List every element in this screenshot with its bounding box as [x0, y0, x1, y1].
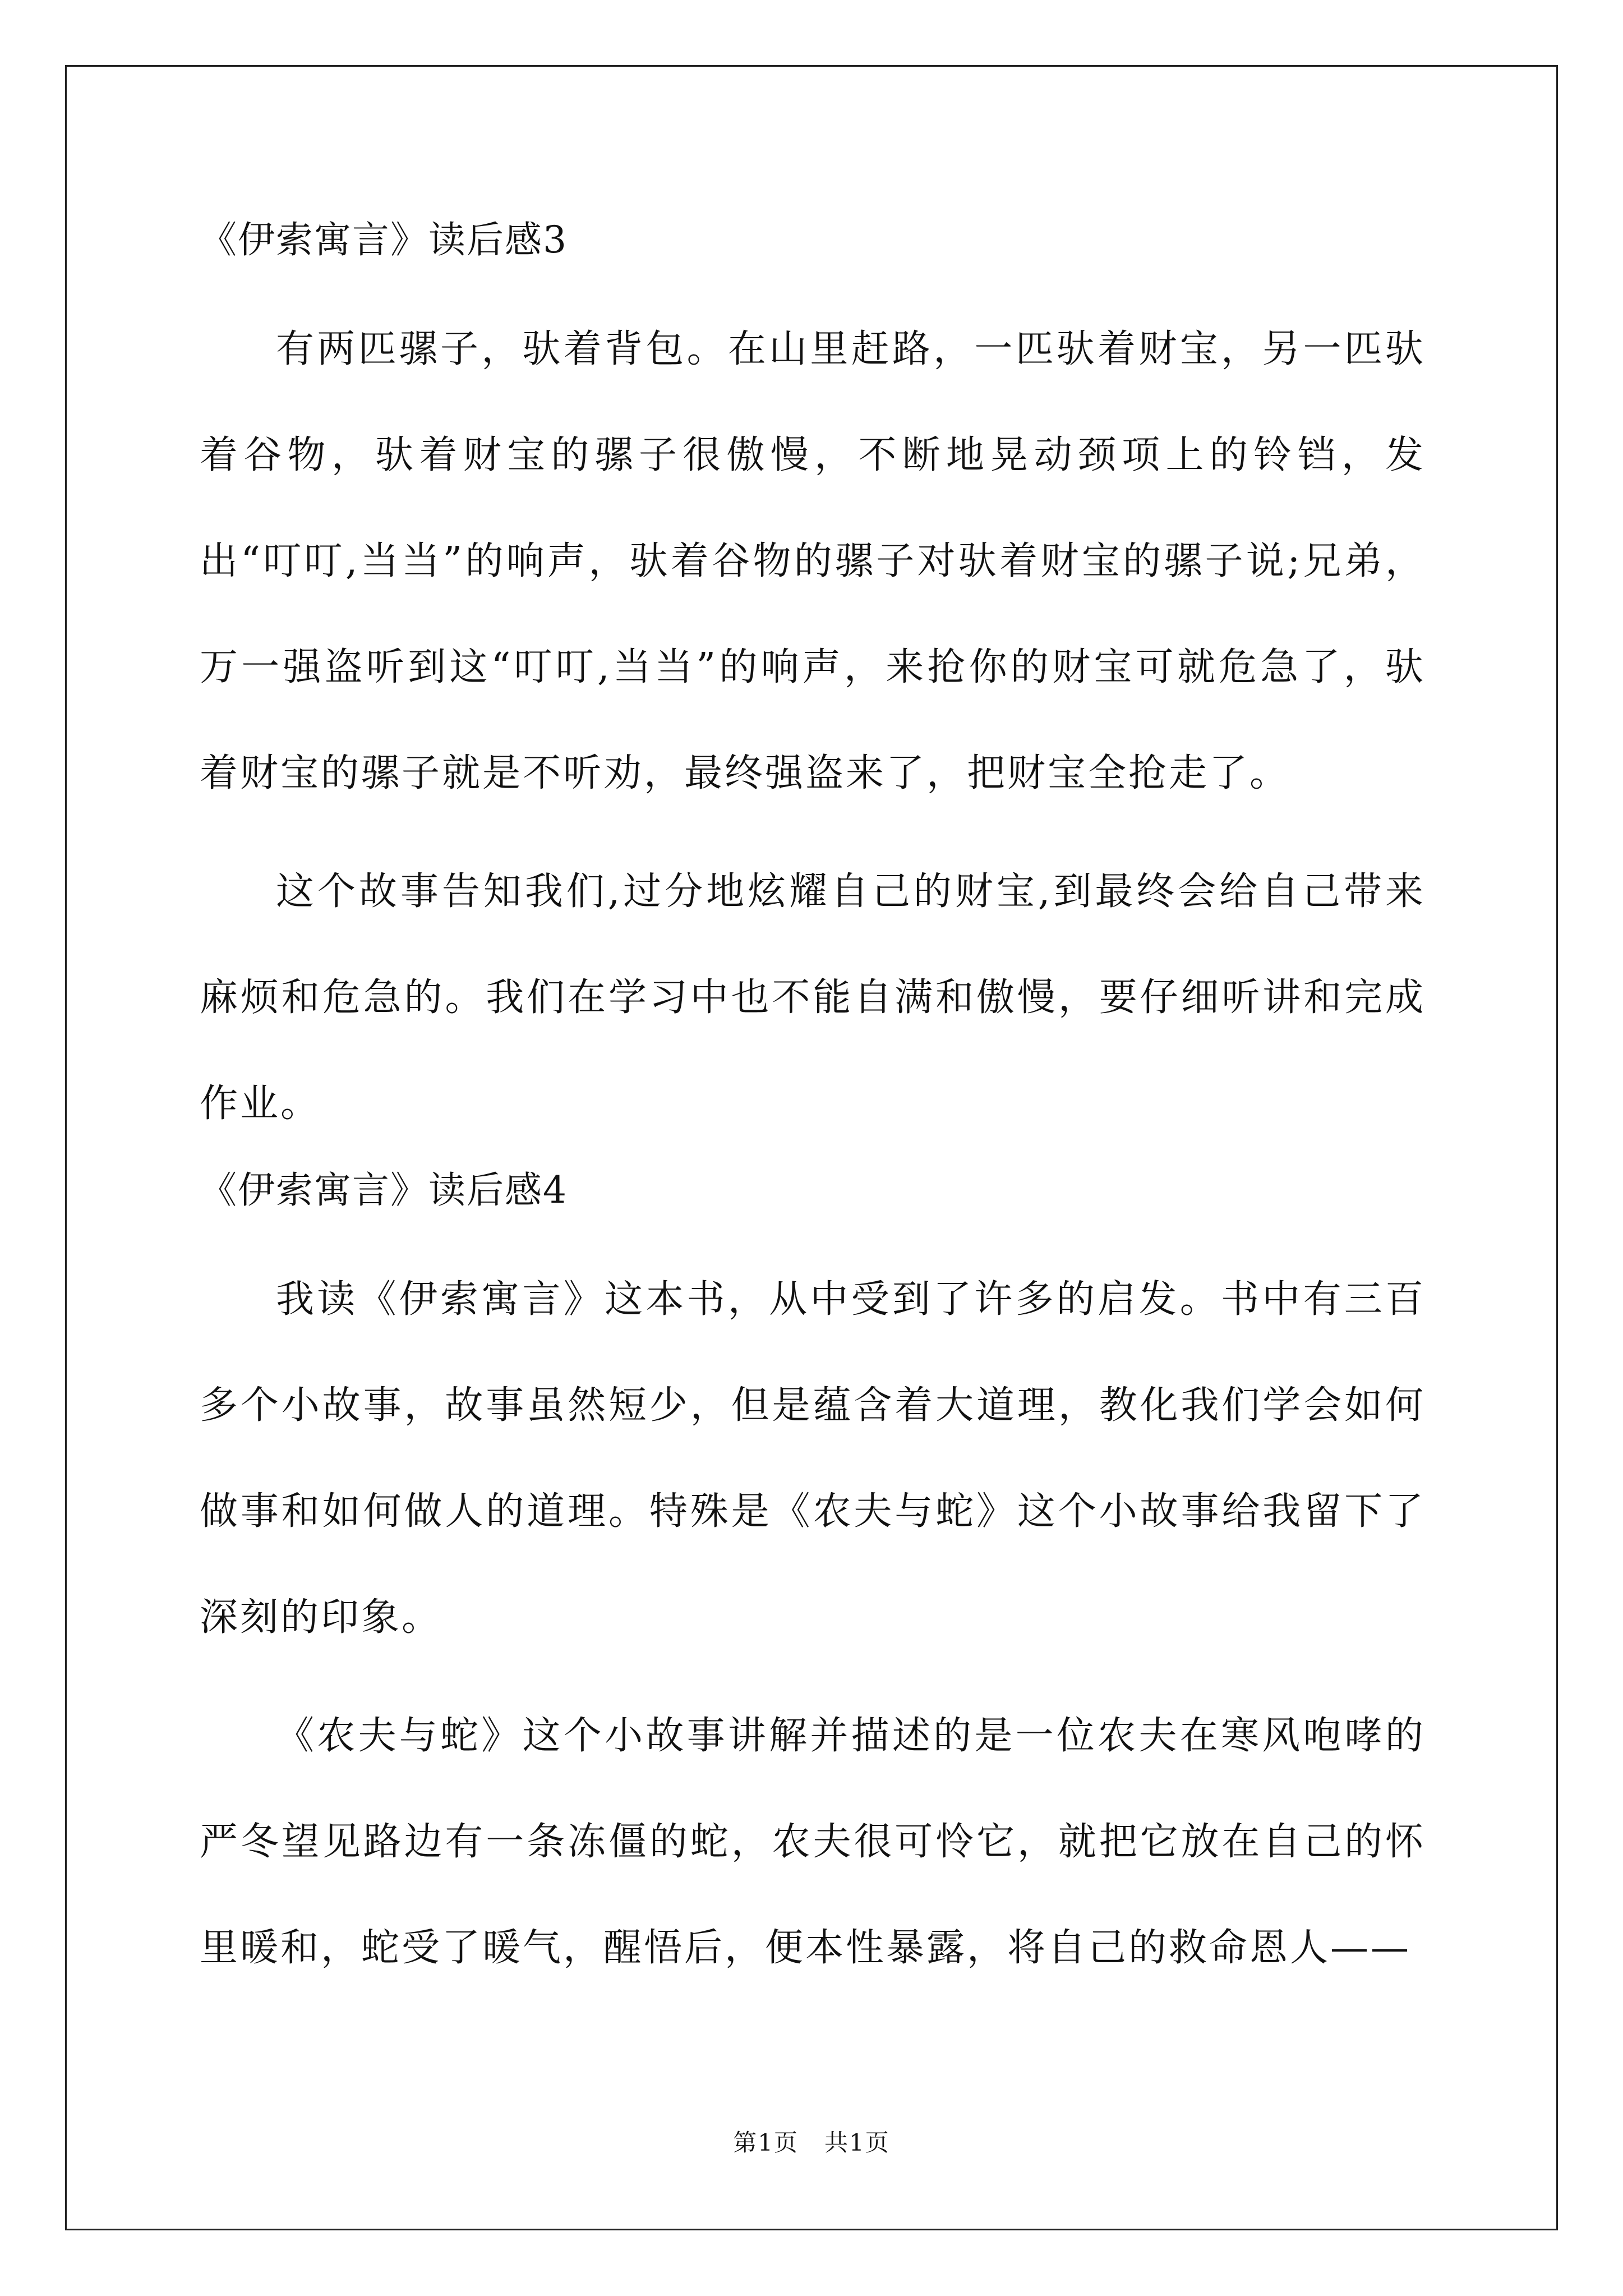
- document-body: [200, 212, 1426, 2001]
- section-heading-4: 《伊索寓言》读后感4: [200, 1168, 568, 1212]
- section-heading-3: 《伊索寓言》读后感3: [200, 218, 568, 261]
- paragraph-mules-lesson: 这个故事告知我们,过分地炫耀自己的财宝,到最终会给自己带来麻烦和危急的。我们在学习中也不能自满和傲慢，要仔细听讲和完成作业。: [200, 869, 1426, 1126]
- paragraph-book-intro: 我读《伊索寓言》这本书，从中受到了许多的启发。书中有三百多个小故事，故事虽然短少，但是蕴含着大道理，教化我们学会如何做事和如何做人的道理。特殊是《农夫与蛇》这个小故事给我留下了深刻的印象。: [200, 1277, 1426, 1640]
- paragraph-farmer-snake: 《农夫与蛇》这个小故事讲解并描述的是一位农夫在寒风咆哮的严冬望见路边有一条冻僵的蛇，农夫很可怜它，就把它放在自己的怀里暖和，蛇受了暖气，醒悟后，便本性暴露，将自己的救命恩人——: [200, 1714, 1426, 1970]
- paragraph-mules-story: 有两匹骡子，驮着背包。在山里赶路，一匹驮着财宝，另一匹驮着谷物，驮着财宝的骡子很傲慢，不断地晃动颈项上的铃铛，发出“叮叮,当当”的响声，驮着谷物的骡子对驮着财宝的骡子说;兄弟，万一强盗听到这“叮叮,当当”的响声，来抢你的财宝可就危急了，驮着财宝的骡子就是不听劝，最终强盗来了，把财宝全抢走了。: [200, 327, 1426, 795]
- page-footer: 第1页 共1页: [733, 2129, 890, 2156]
